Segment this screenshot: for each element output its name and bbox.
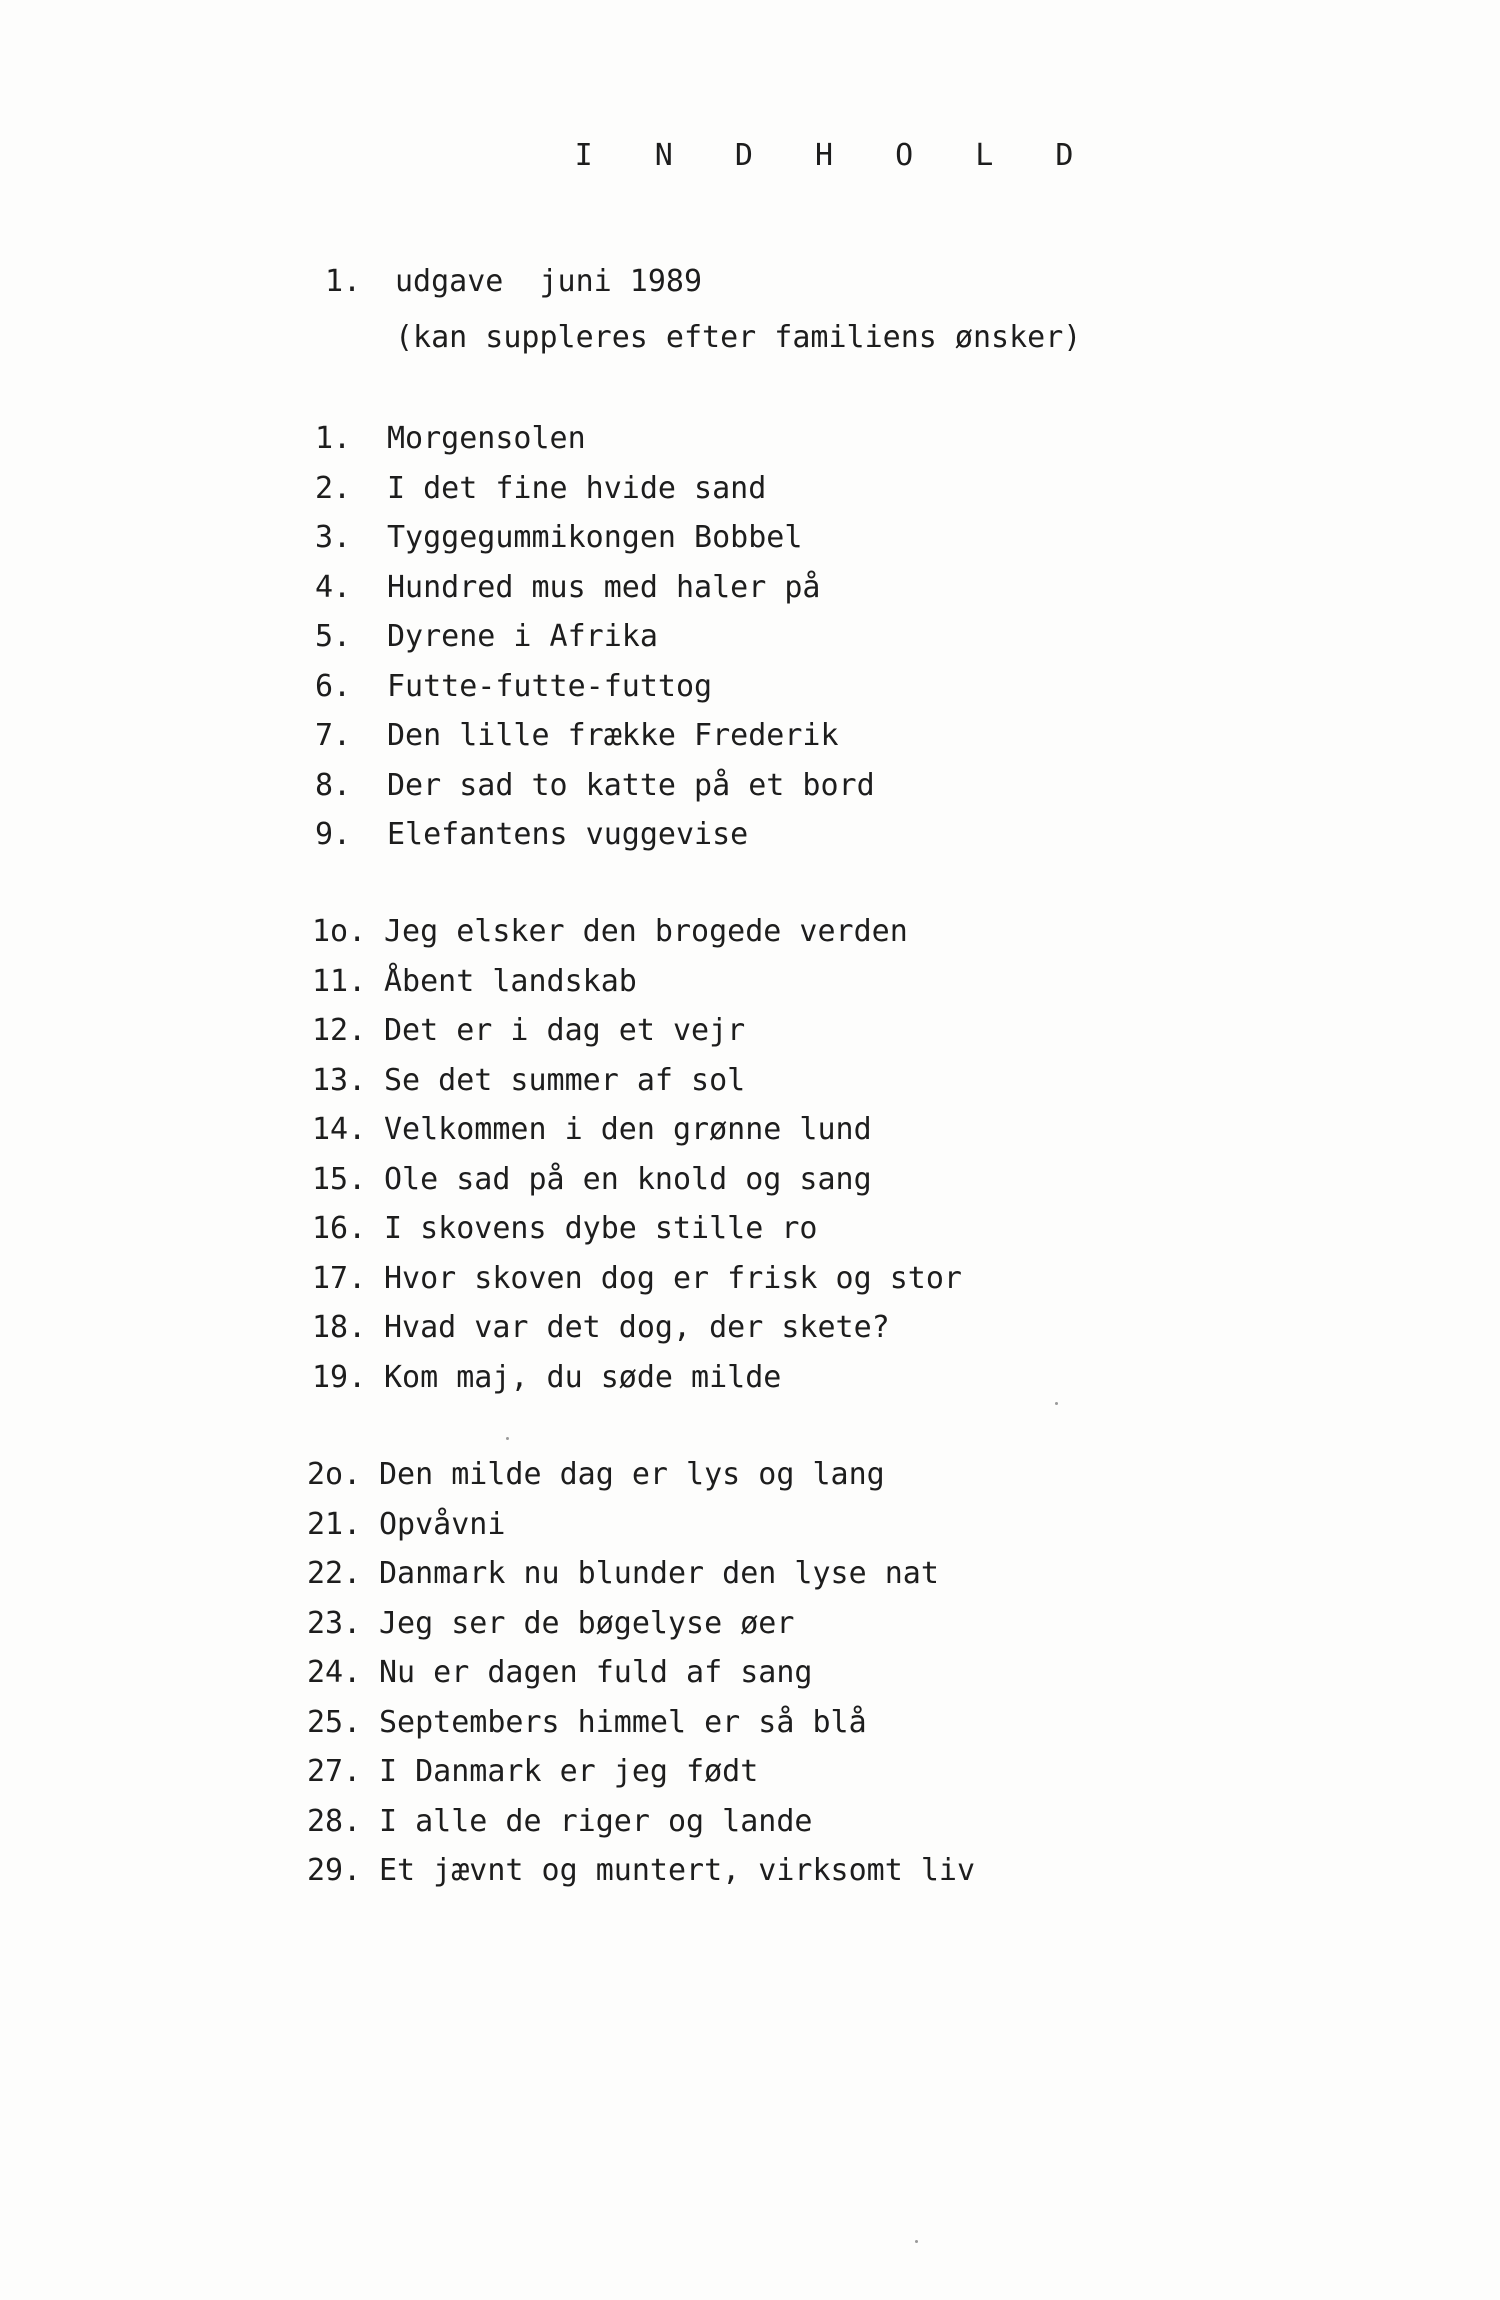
paper-speck: [915, 2240, 918, 2243]
toc-entry-title: Ole sad på en knold og sang: [384, 1161, 872, 1197]
toc-entry: [312, 1155, 962, 1205]
toc-entry-title: Jeg ser de bøgelyse øer: [379, 1605, 795, 1641]
toc-entry-title: Hundred mus med haler på: [387, 569, 821, 605]
toc-entry-title: Futte-futte-futtog: [387, 668, 713, 704]
toc-entry: [312, 1303, 962, 1353]
edition-remark-line: [325, 310, 1081, 366]
toc-entry: [315, 761, 875, 811]
toc-entry-title: Velkommen i den grønne lund: [384, 1112, 872, 1147]
toc-entry-number: 21.: [307, 1506, 362, 1542]
toc-entry-title: Den milde dag er lys og lang: [379, 1457, 885, 1492]
toc-entry: [312, 1204, 962, 1254]
edition-note: [325, 254, 1081, 366]
toc-entry-number: 18.: [312, 1310, 367, 1345]
toc-entry: [307, 1549, 975, 1599]
toc-entry-title: Der sad to katte på et bord: [387, 767, 875, 803]
toc-entry-number: 23.: [307, 1605, 362, 1641]
toc-entry-title: Åbent landskab: [384, 963, 637, 999]
paper-speck: [1055, 1402, 1058, 1405]
paper-speck: [506, 1437, 509, 1440]
toc-entry-title: Det er i dag et vejr: [384, 1013, 746, 1048]
toc-entry-number: 7.: [315, 718, 352, 753]
toc-entry-number: 25.: [307, 1704, 362, 1740]
toc-entry-title: I det fine hvide sand: [387, 470, 767, 506]
toc-entry: [315, 612, 875, 662]
toc-entry-number: 27.: [307, 1754, 362, 1789]
toc-entry-title: Nu er dagen fuld af sang: [379, 1655, 813, 1690]
toc-entry-title: Dyrene i Afrika: [387, 619, 658, 654]
toc-entry-title: I Danmark er jeg født: [379, 1754, 759, 1789]
toc-entry-title: Morgensolen: [387, 421, 586, 456]
toc-entry-title: I skovens dybe stille ro: [384, 1211, 818, 1246]
toc-entry: [315, 513, 875, 563]
toc-entry-number: 13.: [312, 1062, 367, 1098]
toc-entry-number: 28.: [307, 1803, 362, 1839]
toc-entry: [307, 1797, 975, 1847]
toc-entry: [312, 1353, 962, 1403]
toc-entry: [315, 464, 875, 514]
toc-entry: [315, 662, 875, 712]
toc-entry: [307, 1648, 975, 1698]
toc-entry: [315, 563, 875, 613]
toc-entry-number: 29.: [307, 1853, 362, 1888]
toc-entry-title: Septembers himmel er så blå: [379, 1704, 867, 1740]
toc-entry-title: Se det summer af sol: [384, 1062, 746, 1098]
toc-entry-title: Opvåvni: [379, 1506, 506, 1542]
toc-entry: [307, 1450, 975, 1500]
toc-entry: [307, 1747, 975, 1797]
toc-entry-number: 1o.: [312, 914, 367, 949]
toc-entry-title: I alle de riger og lande: [379, 1803, 813, 1839]
page-title: I N D H O L D: [574, 138, 1096, 173]
toc-entry-number: 15.: [312, 1161, 367, 1197]
toc-entry: [307, 1846, 975, 1896]
toc-entry-number: 9.: [315, 817, 352, 852]
toc-group-2: [312, 907, 962, 1402]
toc-entry: [307, 1698, 975, 1748]
toc-entry-number: 8.: [315, 767, 352, 803]
toc-group-3: [307, 1450, 975, 1896]
toc-entry-number: 2o.: [307, 1457, 362, 1492]
toc-entry: [312, 957, 962, 1007]
toc-entry: [312, 1105, 962, 1155]
toc-entry-title: Hvad var det dog, der skete?: [384, 1310, 890, 1345]
toc-entry: [307, 1500, 975, 1550]
toc-entry-number: 24.: [307, 1655, 362, 1690]
edition-remark: (kan suppleres efter familiens ønsker): [395, 320, 1082, 355]
toc-entry-title: Et jævnt og muntert, virksomt liv: [379, 1853, 976, 1888]
toc-entry: [315, 711, 875, 761]
edition-date: udgave juni 1989: [395, 264, 703, 299]
toc-entry-number: 14.: [312, 1112, 367, 1147]
toc-entry-title: Elefantens vuggevise: [387, 817, 749, 852]
toc-entry-number: 6.: [315, 668, 352, 704]
toc-entry-title: Den lille frække Frederik: [387, 718, 839, 753]
toc-entry-number: 5.: [315, 619, 352, 654]
toc-group-1: [315, 414, 875, 860]
toc-entry-number: 1.: [315, 421, 352, 456]
toc-entry-number: 16.: [312, 1211, 367, 1246]
toc-entry-number: 2.: [315, 470, 352, 506]
toc-entry-number: 19.: [312, 1359, 367, 1395]
toc-entry-number: 4.: [315, 569, 352, 605]
toc-entry-title: Kom maj, du søde milde: [384, 1359, 782, 1395]
toc-entry-number: 22.: [307, 1556, 362, 1591]
toc-entry-title: Tyggegummikongen Bobbel: [387, 520, 803, 555]
toc-entry-number: 11.: [312, 963, 367, 999]
toc-entry: [315, 414, 875, 464]
toc-entry: [312, 1254, 962, 1304]
edition-line: [325, 254, 1081, 310]
toc-entry: [315, 810, 875, 860]
toc-entry-title: Hvor skoven dog er frisk og stor: [384, 1260, 962, 1296]
toc-entry-number: 3.: [315, 520, 352, 555]
toc-entry: [312, 1056, 962, 1106]
edition-number: 1.: [325, 264, 362, 299]
toc-entry-number: 17.: [312, 1260, 367, 1296]
toc-entry: [312, 907, 962, 957]
toc-entry-number: 12.: [312, 1013, 367, 1048]
toc-entry: [307, 1599, 975, 1649]
toc-entry-title: Danmark nu blunder den lyse nat: [379, 1556, 939, 1591]
toc-entry: [312, 1006, 962, 1056]
toc-entry-title: Jeg elsker den brogede verden: [384, 914, 908, 949]
